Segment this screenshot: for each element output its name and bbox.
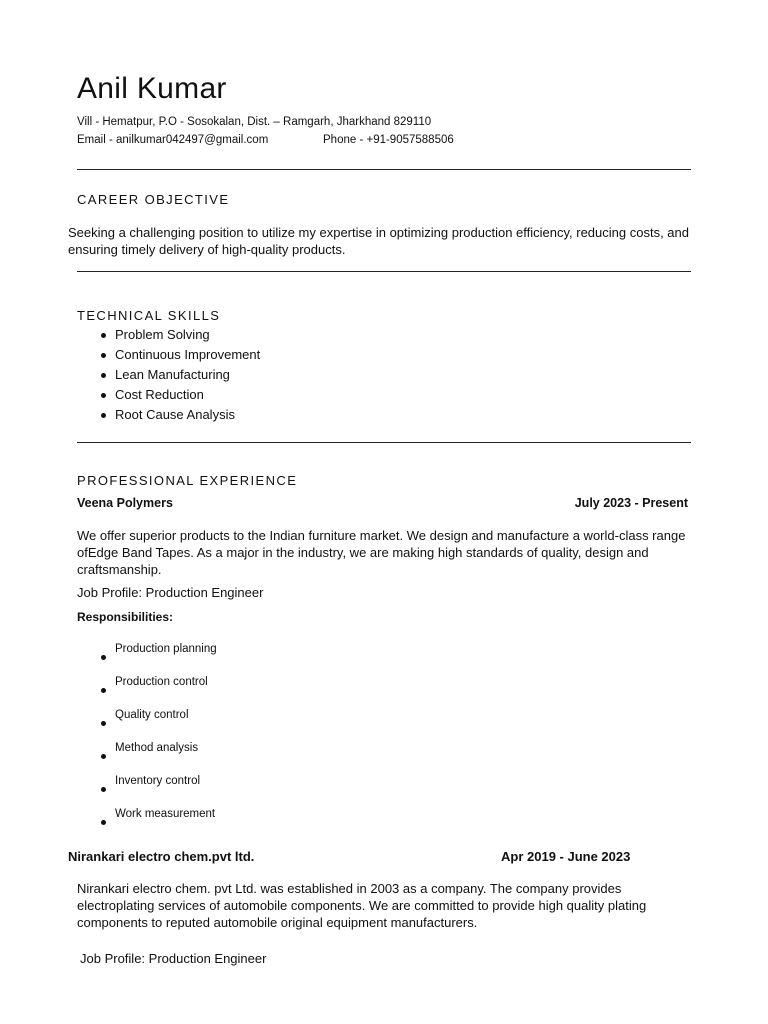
responsibility-item: Method analysis xyxy=(77,740,217,773)
responsibility-item: Production control xyxy=(77,674,217,707)
address-line: Vill - Hematpur, P.O - Sosokalan, Dist. – Ramgarh, Jharkhand 829110 xyxy=(77,116,432,128)
employment-dates: July 2023 - Present xyxy=(574,496,688,510)
job-profile: Job Profile: Production Engineer xyxy=(77,585,264,600)
email-line: Email - anilkumar042497@gmail.com xyxy=(77,134,269,146)
responsibility-item: Inventory control xyxy=(77,773,217,806)
company-description: Nirankari electro chem. pvt Ltd. was established in 2003 as a company. The company provides electroplating services of automobile components. We are committed to provide high quality plating components to reputed automobile original equipment manufacturers. xyxy=(77,881,647,930)
resume-name: Anil Kumar xyxy=(77,72,227,105)
responsibility-item: Work measurement xyxy=(77,806,217,839)
professional-experience-heading: PROFESSIONAL EXPERIENCE xyxy=(77,473,298,488)
skill-item: Continuous Improvement xyxy=(77,345,260,365)
job-profile: Job Profile: Production Engineer xyxy=(80,951,267,966)
skill-item: Problem Solving xyxy=(77,325,260,345)
technical-skills-heading: TECHNICAL SKILLS xyxy=(77,308,221,323)
skill-item: Lean Manufacturing xyxy=(77,365,260,385)
career-objective-heading: CAREER OBJECTIVE xyxy=(77,192,230,207)
divider xyxy=(77,271,691,272)
company-description: We offer superior products to the Indian furniture market. We design and manufacture a world-class range ofEdge Band Tapes. As a major in the industry, we are making high standards of quality, design and craftsmanship. xyxy=(77,528,686,577)
responsibilities-label: Responsibilities: xyxy=(77,610,174,624)
career-objective-text: Seeking a challenging position to utilize my expertise in optimizing production efficiency, reducing costs, and ensuring timely delivery of high-quality products. xyxy=(68,225,689,257)
company-name: Nirankari electro chem.pvt ltd. xyxy=(68,849,255,864)
phone-line: Phone - +91-9057588506 xyxy=(323,134,454,146)
responsibilities-list xyxy=(77,641,217,839)
technical-skills-list xyxy=(77,325,260,425)
responsibility-item: Quality control xyxy=(77,707,217,740)
company-name: Veena Polymers xyxy=(77,496,173,510)
responsibility-item: Production planning xyxy=(77,641,217,674)
employment-dates: Apr 2019 - June 2023 xyxy=(501,849,631,864)
divider xyxy=(77,442,691,443)
skill-item: Cost Reduction xyxy=(77,385,260,405)
divider xyxy=(77,169,691,170)
skill-item: Root Cause Analysis xyxy=(77,405,260,425)
